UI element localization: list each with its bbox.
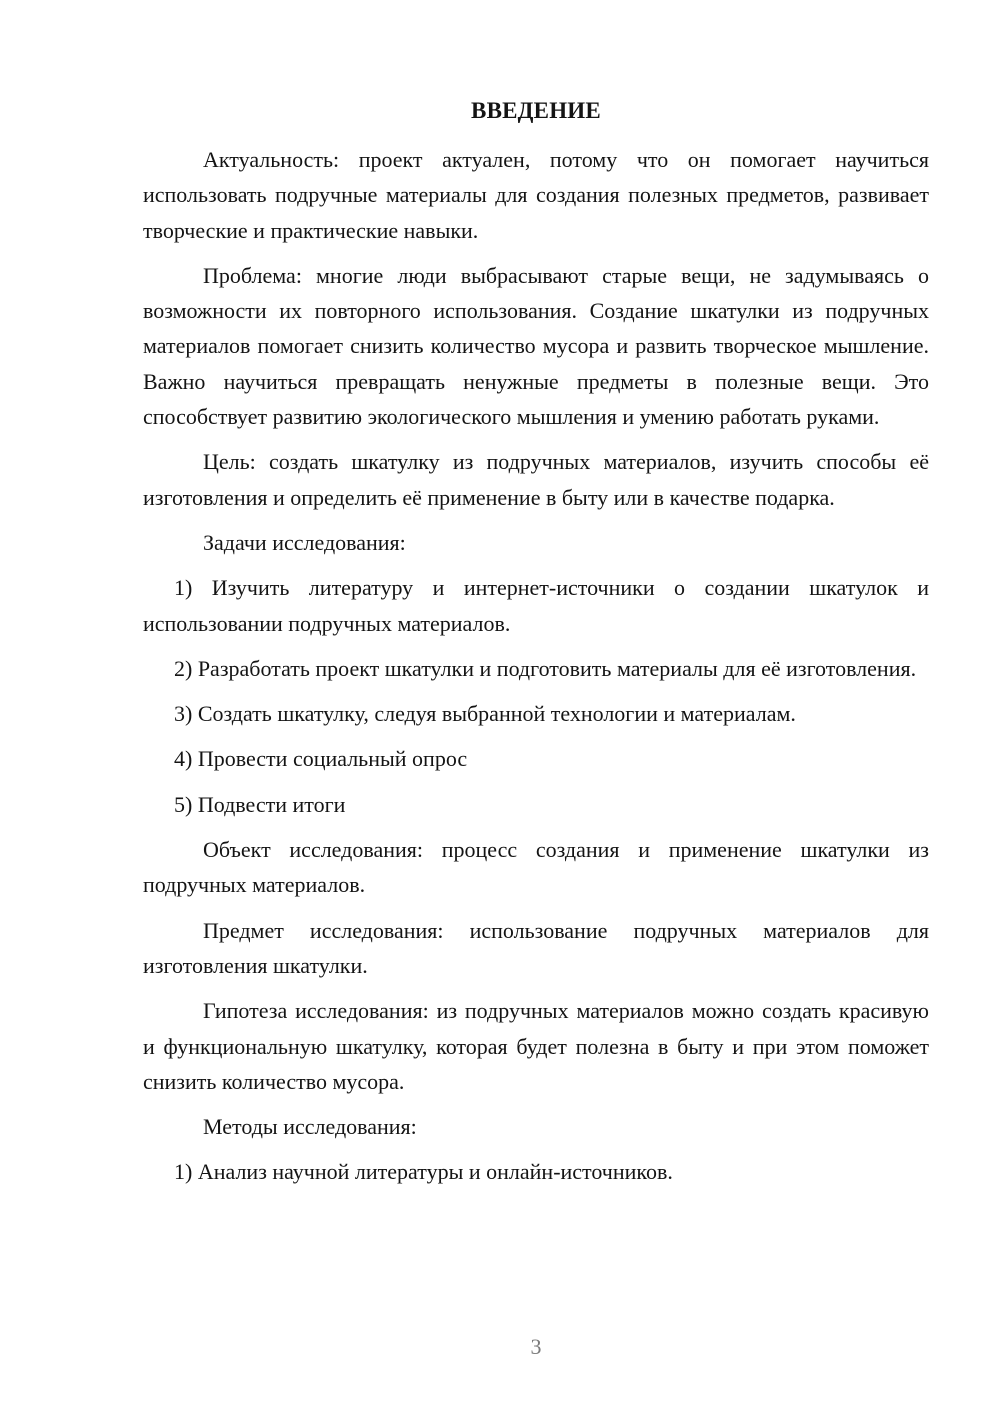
methods-heading: Методы исследования: [203, 1114, 417, 1140]
tasks-heading: Задачи исследования: [203, 529, 406, 555]
page-number: 3 [530, 1334, 542, 1359]
task-item: 3) Создать шкатулку, следуя выбранной технологии и материалам. [174, 701, 796, 727]
task-item: 4) Провести социальный опрос [174, 746, 468, 772]
section-title: ВВЕДЕНИЕ [471, 98, 601, 123]
method-item: 1) Анализ научной литературы и онлайн-источников. [174, 1159, 673, 1185]
task-item: 5) Подвести итоги [174, 791, 346, 817]
task-item: 2) Разработать проект шкатулки и подготовить материалы для её изготовления. [174, 655, 917, 681]
relevance-paragraph: Актуальность: проект актуален, потому что он помогает научиться использовать подручные материалы для создания полезных предметов, развивает творческие и практические навыки. [143, 147, 929, 243]
goal-paragraph: Цель: создать шкатулку из подручных материалов, изучить способы её изготовления и определить её применение в быту или в качестве подарка. [143, 449, 929, 510]
problem-paragraph: Проблема: многие люди выбрасывают старые вещи, не задумываясь о возможности их повторного использования. Создание шкатулки из подручных материалов помогает снизить количество мусора и развить творческое мышление. Важно научиться превращать ненужные предметы в полезные вещи. Это способствует развитию экологического мышления и умению работать руками. [143, 262, 929, 430]
object-paragraph: Объект исследования: процесс создания и применение шкатулки из подручных материалов. [143, 837, 929, 898]
document-body [143, 142, 929, 1200]
subject-paragraph: Предмет исследования: использование подручных материалов для изготовления шкатулки. [143, 917, 929, 978]
task-item: 1) Изучить литературу и интернет-источники о создании шкатулок и использовании подручных материалов. [143, 575, 929, 636]
hypothesis-paragraph: Гипотеза исследования: из подручных материалов можно создать красивую и функциональную шкатулку, которая будет полезна в быту и при этом поможет снизить количество мусора. [143, 998, 929, 1094]
